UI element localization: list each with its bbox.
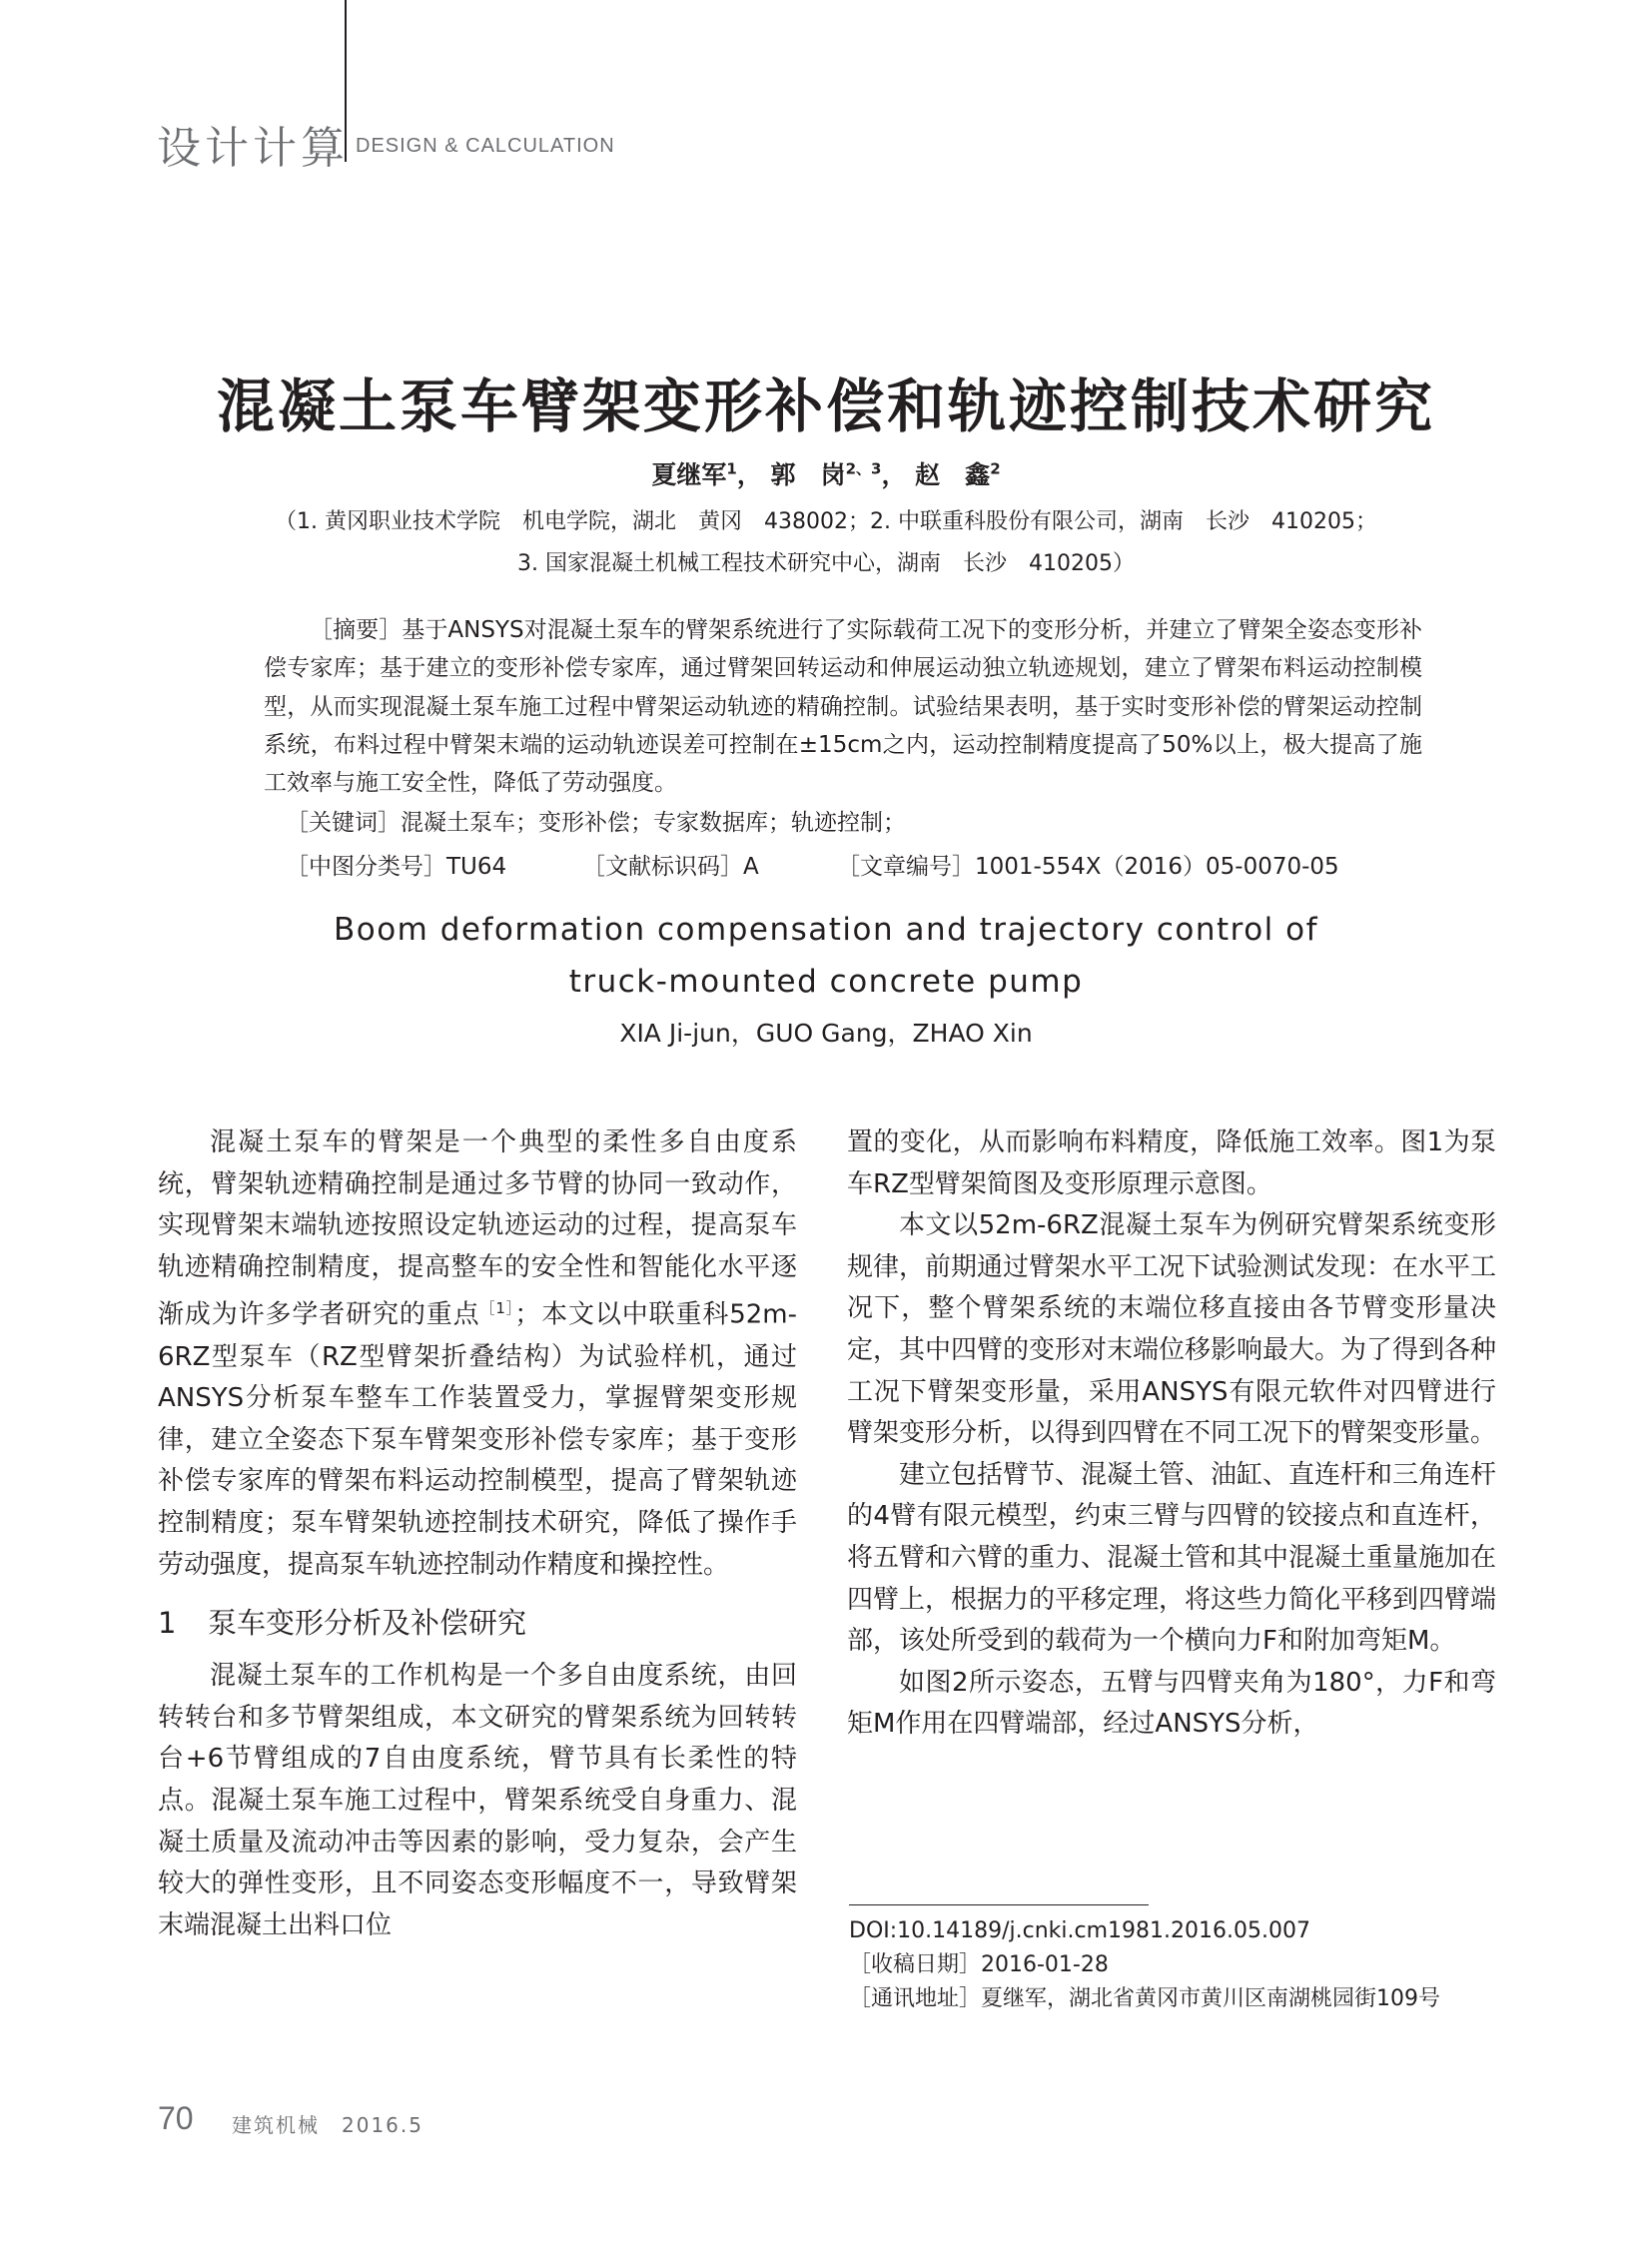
author-affiliation-mark: 2: [990, 459, 1001, 478]
footnote-divider: [849, 1904, 1149, 1905]
journal-name: 建筑机械 2016.5: [232, 2113, 423, 2137]
correspondence-address: ［通讯地址］夏继军，湖北省黄冈市黄川区南湖桃园街109号: [849, 1986, 1440, 2011]
abstract: ［摘要］基于ANSYS对混凝土泵车的臂架系统进行了实际载荷工况下的变形分析，并建立了臂架全姿态变形补偿专家库；基于建立的变形补偿专家库，通过臂架回转运动和伸展运动独立轨迹规划，建立了臂架布料运动控制模型，从而实现混凝土泵车施工过程中臂架运动轨迹的精确控制。试验结果表明，基于实时变形补偿的臂架运动控制系统，布料过程中臂架末端的运动轨迹误差可控制在±15cm之内，运动控制精度提高了50%以上，极大提高了施工效率与施工安全性，降低了劳动强度。: [264, 617, 1422, 797]
citation-ref[interactable]: ［1］: [479, 1299, 515, 1318]
author-affiliation-mark: 2、3: [845, 459, 882, 478]
body-paragraph: 如图2所示姿态，五臂与四臂夹角为180°，力F和弯矩M作用在四臂端部，经过ANSYS分析，: [847, 1667, 1496, 1740]
body-paragraph: [158, 1122, 797, 1586]
author-separator: ，: [881, 460, 907, 489]
body-text: ；本文以中联重科52m-6RZ型泵车（RZ型臂架折叠结构）为试验样机，通过ANSYS分析泵车整车工作装置受力，掌握臂架变形规律，建立全姿态下泵车臂架变形补偿专家库；基于变形补偿专家库的臂架布料运动控制模型，提高了臂架轨迹控制精度；泵车臂架轨迹控制技术研究，降低了操作手劳动强度，提高泵车轨迹控制动作精度和操控性。: [158, 1300, 797, 1580]
body-paragraph: 混凝土泵车的工作机构是一个多自由度系统，由回转转台和多节臂架组成，本文研究的臂架系统为回转转台+6节臂组成的7自由度系统，臂节具有长柔性的特点。混凝土泵车施工过程中，臂架系统受自身重力、混凝土质量及流动冲击等因素的影响，受力复杂，会产生较大的弹性变形，且不同姿态变形幅度不一，导致臂架末端混凝土出料口位: [158, 1661, 797, 1940]
section-title: 泵车变形分析及补偿研究: [208, 1606, 527, 1641]
page-number: 70: [158, 2100, 194, 2136]
author-name: 郭 岗: [770, 460, 846, 489]
received-date: ［收稿日期］2016-01-28: [849, 1952, 1109, 1977]
author-name: 赵 鑫: [915, 460, 991, 489]
section-label-cn: 设计计算: [157, 123, 349, 174]
document-code: ［文献标识码］A: [582, 854, 759, 880]
english-title: Boom deformation compensation and trajectory control of: [333, 912, 1319, 948]
section-heading: [158, 1600, 797, 1646]
affiliation-line: （1. 黄冈职业技术学院 机电学院，湖北 黄冈 438002；2. 中联重科股份有限公司，湖南 长沙 410205；: [275, 509, 1377, 534]
english-authors: XIA Ji-jun，GUO Gang，ZHAO Xin: [619, 1019, 1033, 1048]
classification-row: [286, 849, 1484, 885]
author-name: 夏继军: [651, 460, 727, 489]
article-number: ［文章编号］1001-554X（2016）05-0070-05: [837, 854, 1339, 880]
body-paragraph: 置的变化，从而影响布料精度，降低施工效率。图1为泵车RZ型臂架简图及变形原理示意图。: [847, 1127, 1496, 1199]
body-column-left: [158, 1122, 797, 1946]
section-label-en: DESIGN & CALCULATION: [356, 135, 615, 157]
keywords: ［关键词］混凝土泵车；变形补偿；专家数据库；轨迹控制；: [286, 810, 906, 836]
body-text: 混凝土泵车的臂架是一个典型的柔性多自由度系统，臂架轨迹精确控制是通过多节臂的协同一致动作，实现臂架末端轨迹按照设定轨迹运动的过程，提高泵车轨迹精确控制精度，提高整车的安全性和智能化水平逐渐成为许多学者研究的重点: [158, 1127, 797, 1331]
clc-number: ［中图分类号］TU64: [286, 854, 507, 880]
doi-link[interactable]: DOI:10.14189/j.cnki.cm1981.2016.05.007: [849, 1918, 1310, 1943]
affiliation-line: 3. 国家混凝土机械工程技术研究中心，湖南 长沙 410205）: [517, 551, 1135, 576]
author-affiliation-mark: 1: [726, 459, 737, 478]
author-separator: ，: [736, 460, 762, 489]
section-number: 1: [158, 1606, 177, 1641]
body-column-right: [847, 1122, 1496, 1746]
author-list: [0, 455, 1652, 491]
body-paragraph: 本文以52m-6RZ混凝土泵车为例研究臂架系统变形规律，前期通过臂架水平工况下试验测试发现：在水平工况下，整个臂架系统的末端位移直接由各节臂变形量决定，其中四臂的变形对末端位移影响最大。为了得到各种工况下臂架变形量，采用ANSYS有限元软件对四臂进行臂架变形分析，以得到四臂在不同工况下的臂架变形量。: [847, 1210, 1497, 1449]
body-paragraph: 建立包括臂节、混凝土管、油缸、直连杆和三角连杆的4臂有限元模型，约束三臂与四臂的铰接点和直连杆，将五臂和六臂的重力、混凝土管和其中混凝土重量施加在四臂上，根据力的平移定理，将这些力简化平移到四臂端部，该处所受到的载荷为一个横向力F和附加弯矩M。: [847, 1459, 1497, 1657]
paper-title: 混凝土泵车臂架变形补偿和轨迹控制技术研究: [216, 373, 1435, 440]
english-title: truck-mounted concrete pump: [568, 964, 1084, 1000]
